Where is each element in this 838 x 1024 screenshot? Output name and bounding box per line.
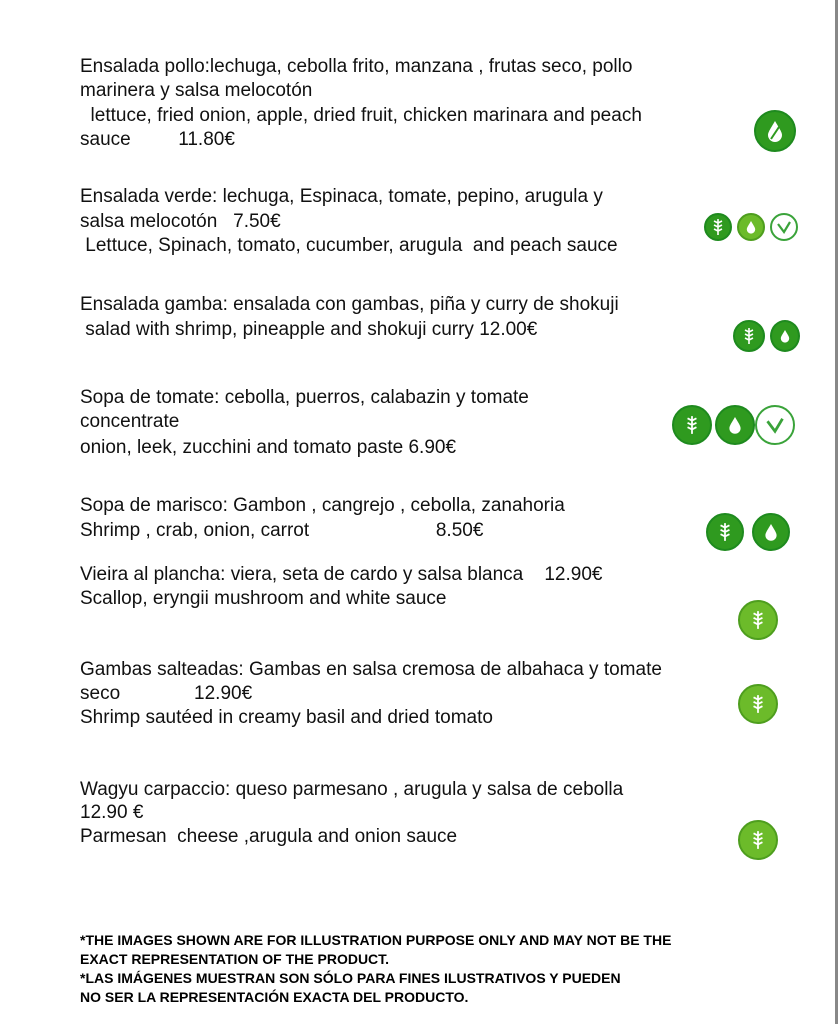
- item-2-line-2: salsa melocotón 7.50€: [80, 211, 281, 232]
- sin-lactosa-icon: [737, 213, 765, 241]
- item-7-line-2: seco 12.90€: [80, 683, 253, 704]
- sin-gluten-icon: [704, 213, 732, 241]
- disclaimer-en-line-2: EXACT REPRESENTATION OF THE PRODUCT.: [80, 951, 390, 967]
- item-3-line-1: Ensalada gamba: ensalada con gambas, piña y curry de shokuji: [80, 294, 619, 315]
- item-2-line-1: Ensalada verde: lechuga, Espinaca, tomate, pepino, arugula y: [80, 186, 603, 207]
- item-4-line-3: onion, leek, zucchini and tomato paste 6.90€: [80, 437, 457, 458]
- sin-lactosa-icon: [770, 320, 800, 352]
- item-7-line-1: Gambas salteadas: Gambas en salsa cremosa de albahaca y tomate: [80, 659, 662, 680]
- sin-gluten-icon: [738, 684, 778, 724]
- item-1-line-1: Ensalada pollo:lechuga, cebolla frito, manzana , frutas seco, pollo: [80, 56, 633, 77]
- vegan-friendly-icon: [755, 405, 795, 445]
- item-4-line-2: concentrate: [80, 411, 180, 432]
- disclaimer-es-line-2: NO SER LA REPRESENTACIÓN EXACTA DEL PRODUCTO.: [80, 989, 469, 1005]
- item-1-line-4: sauce 11.80€: [80, 129, 235, 150]
- item-8-line-2: 12.90 €: [80, 802, 144, 823]
- sin-lactosa-icon: [715, 405, 755, 445]
- disclaimer-es-line-1: *LAS IMÁGENES MUESTRAN SON SÓLO PARA FINES ILUSTRATIVOS Y PUEDEN: [80, 970, 621, 986]
- item-2-line-3: Lettuce, Spinach, tomato, cucumber, arugula and peach sauce: [80, 235, 618, 256]
- sin-lactosa-icon: [754, 110, 796, 152]
- item-6-line-1: Vieira al plancha: viera, seta de cardo y salsa blanca 12.90€: [80, 564, 603, 585]
- sin-gluten-icon: [738, 600, 778, 640]
- sin-gluten-icon: [706, 513, 744, 551]
- sin-lactosa-icon: [752, 513, 790, 551]
- item-8-line-3: Parmesan cheese ,arugula and onion sauce: [80, 826, 458, 847]
- item-4-line-1: Sopa de tomate: cebolla, puerros, calabazin y tomate: [80, 387, 529, 408]
- sin-gluten-icon: [738, 820, 778, 860]
- item-5-line-1: Sopa de marisco: Gambon , cangrejo , cebolla, zanahoria: [80, 495, 565, 516]
- item-5-line-2: Shrimp , crab, onion, carrot 8.50€: [80, 520, 484, 541]
- item-7-line-3: Shrimp sautéed in creamy basil and dried tomato: [80, 707, 493, 728]
- disclaimer-en-line-1: *THE IMAGES SHOWN ARE FOR ILLUSTRATION PURPOSE ONLY AND MAY NOT BE THE: [80, 932, 672, 948]
- item-1-line-2: marinera y salsa melocotón: [80, 80, 313, 101]
- item-8-line-1: Wagyu carpaccio: queso parmesano , arugula y salsa de cebolla: [80, 779, 624, 800]
- item-1-line-3: lettuce, fried onion, apple, dried fruit, chicken marinara and peach: [80, 105, 642, 126]
- sin-gluten-icon: [672, 405, 712, 445]
- sin-gluten-icon: [733, 320, 765, 352]
- item-3-line-2: salad with shrimp, pineapple and shokuji curry 12.00€: [80, 319, 538, 340]
- item-6-line-2: Scallop, eryngii mushroom and white sauce: [80, 588, 447, 609]
- vegan-friendly-icon: [770, 213, 798, 241]
